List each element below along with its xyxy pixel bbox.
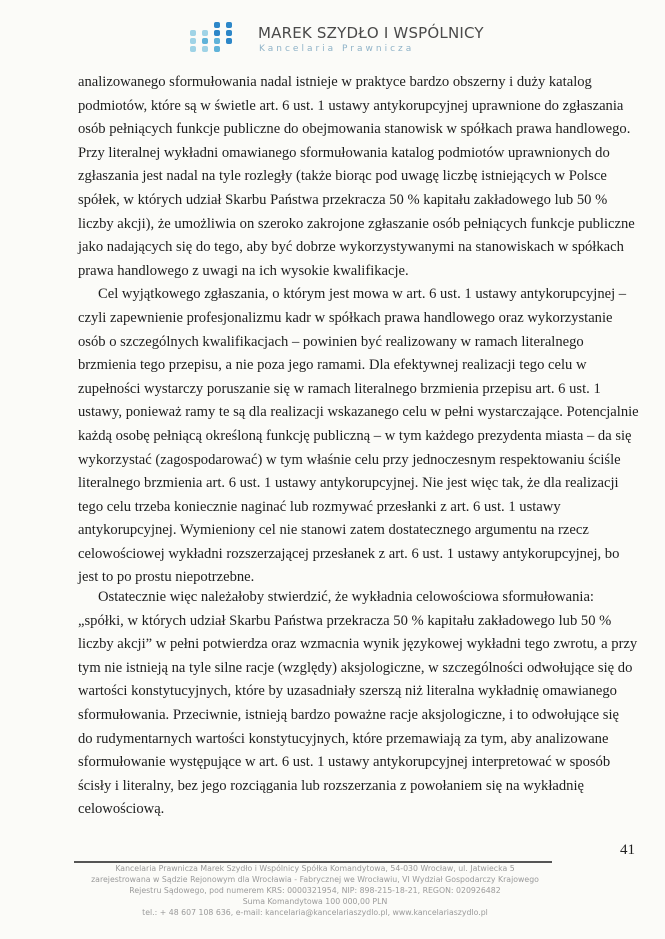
footer-line: zarejestrowana w Sądzie Rejonowym dla Wrocławia - Fabrycznej we Wrocławiu, VI Wydział Gospodarczy Krajowego (91, 875, 539, 884)
text-line: zupełności wystarczy poruszanie się w ramach literalnego brzmienia przepisu art. 6 ust. 1 (78, 380, 601, 397)
text-line: literalnego brzmienia art. 6 ust. 1 ustawy antykorupcyjnej. Nie jest więc tak, że dla realizacji (78, 475, 619, 492)
logo-dot (214, 30, 220, 36)
logo-dot (190, 38, 196, 44)
logo-dot (214, 22, 220, 28)
text-line: spółek, w których udział Skarbu Państwa przekracza 50 % kapitału zakładowego lub 50 % (78, 191, 608, 208)
text-line: liczby akcji” w pełni potwierdza oraz wzmacnia wynik językowej wykładni tego zwrotu, a przy (78, 636, 638, 653)
text-line: czyli zapewnienie profesjonalizmu kadr w spółkach prawa handlowego oraz wykorzystanie (78, 309, 613, 326)
text-line: zgłaszania jest nadal na tyle rozległy (także biorąc pod uwagę liczbę istniejących w Polsce (78, 168, 607, 185)
paragraph (78, 71, 635, 283)
logo-dot (226, 30, 232, 36)
text-line: antykorupcyjnej. Wymieniony cel nie stanowi zatem dostatecznego argumentu na rzecz (78, 522, 589, 539)
footer-line: Kancelaria Prawnicza Marek Szydło i Wspólnicy Spółka Komandytowa, 54-030 Wrocław, ul. Jatwiecka 5 (115, 864, 515, 873)
text-line: każdą osobę pełniącą określoną funkcję publiczną – w tym każdego prezydenta miasta – da się (78, 427, 632, 444)
footer-line: Rejestru Sądowego, pod numerem KRS: 0000321954, NIP: 898-215-18-21, REGON: 020926482 (129, 886, 501, 895)
logo-dot (190, 46, 196, 52)
text-line: sformułowanie występujące w art. 6 ust. 1 ustawy antykorupcyjnej interpretować w sposób (78, 754, 611, 771)
text-line: analizowanego sformułowania nadal istnieje w praktyce bardzo obszerny i duży katalog (78, 74, 592, 90)
text-line: Cel wyjątkowego zgłaszania, o którym jest mowa w art. 6 ust. 1 ustawy antykorupcyjnej – (98, 286, 627, 303)
text-line: wartości konstytucyjnych, które by uzasadniały szerszą niż literalna wykładnię omawianego (78, 683, 617, 700)
paragraph (78, 283, 639, 590)
firm-name: MAREK SZYDŁO I WSPÓLNICY (258, 24, 484, 42)
text-line: osób pełniących funkcje publiczne do obejmowania stanowisk w spółkach prawa handlowego. (78, 121, 631, 138)
logo-dot (202, 30, 208, 36)
text-line: ścisły i literalny, bez jego rozciągania lub rozszerzania z powołaniem się na wykładnię (78, 777, 584, 794)
text-line: prawa handlowego z uwagi na ich wysokie kwalifikacje. (78, 262, 409, 279)
text-line: jako nadających się do tego, aby być dobrze wykorzystywanymi na stanowiskach w spółkach (78, 239, 624, 256)
logo-dot (202, 38, 208, 44)
text-line: sformułowania. Przeciwnie, istnieją bardzo poważne racje aksjologiczne, i to odwołujące się (78, 707, 619, 724)
text-line: do rudymentarnych wartości konstytucyjnych, które przemawiają za tym, aby analizowane (78, 730, 609, 747)
footer-line: tel.: + 48 607 108 636, e-mail: kancelaria@kancelariaszydlo.pl, www.kancelariaszydlo.pl (142, 908, 488, 917)
text-line: tego celu trzeba koniecznie naginać lub rozmywać przesłanki z art. 6 ust. 1 ustawy (78, 498, 561, 515)
paragraph (78, 586, 638, 822)
firm-logo-icon (188, 22, 238, 54)
text-line: brzmienia tego przepisu, a nie poza jego ramami. Dla efektywnej realizacji tego celu w (78, 357, 587, 374)
text-line: liczby akcji), że umożliwia on szeroko zakrojone zgłaszanie osób pełniących funkcje publiczne (78, 215, 635, 232)
firm-subtitle: Kancelaria Prawnicza (259, 44, 415, 54)
text-line: Przy literalnej wykładni omawianego sformułowania katalog podmiotów uprawnionych do (78, 144, 610, 161)
text-line: „spółki, w których udział Skarbu Państwa przekracza 50 % kapitału zakładowego lub 50 % (78, 612, 612, 629)
footer-line: Suma Komandytowa 100 000,00 PLN (242, 897, 388, 906)
page-number: 41 (620, 842, 635, 858)
logo-dot (202, 46, 208, 52)
text-line: ustawy, ponieważ ramy te są dla realizacji wskazanego celu w pełni wystarczające. Potencjalnie (78, 404, 639, 421)
text-line: celowościową. (78, 801, 165, 818)
logo-dot (226, 22, 232, 28)
text-line: Ostatecznie więc należałoby stwierdzić, że wykładnia celowościowa sformułowania: (98, 589, 594, 606)
logo-dot (190, 30, 196, 36)
footer (60, 863, 570, 918)
logo-dot (226, 38, 232, 44)
text-line: osób o szczególnych kwalifikacjach – powinien być realizowany w ramach literalnego (78, 333, 584, 350)
text-line: tym nie istnieją na tyle silne racje (względy) aksjologiczne, w szczególności odwołujące się do (78, 659, 633, 676)
text-line: podmiotów, które są w świetle art. 6 ust. 1 ustawy antykorupcyjnej uprawnione do zgłaszania (78, 97, 624, 114)
text-line: wykorzystać (zagospodarować) w tym właśnie celu przy jednoczesnym respektowaniu ściśle (78, 451, 621, 468)
logo-dot (214, 38, 220, 44)
text-line: jest to po prostu niepotrzebne. (78, 569, 255, 586)
document-body (78, 71, 639, 822)
logo-dot (214, 46, 220, 52)
text-line: celowościowej wykładni rozszerzającej przesłanek z art. 6 ust. 1 ustawy antykorupcyjnej, bo (78, 545, 620, 562)
